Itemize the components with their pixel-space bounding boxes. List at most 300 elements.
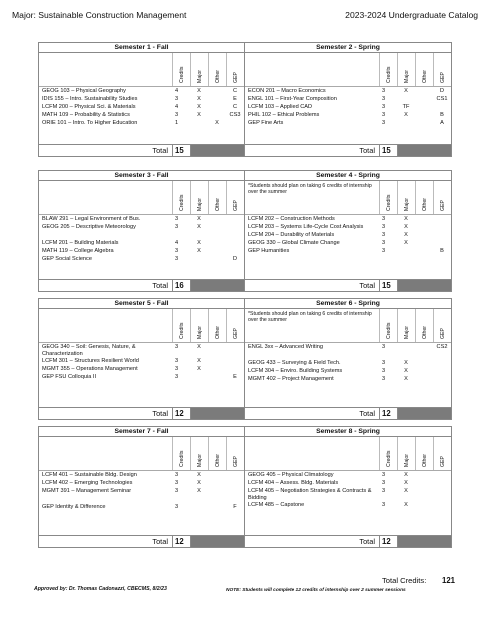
- col-gep-header: [433, 53, 451, 86]
- course-gep: A: [440, 119, 444, 126]
- course-gep: [226, 119, 244, 120]
- course-other: [415, 215, 433, 216]
- course-row: [245, 359, 451, 367]
- course-credits: 3: [175, 343, 179, 350]
- course-row: [39, 231, 244, 239]
- col-major-header: [190, 53, 208, 86]
- course-row: [39, 495, 244, 503]
- course-gep: C: [232, 103, 238, 110]
- course-credits: [172, 495, 190, 496]
- course-other: [415, 247, 433, 248]
- total-shaded-cell: [397, 408, 451, 419]
- col-other-header: [415, 53, 433, 86]
- semester-right-column: [245, 309, 451, 419]
- course-credits: 3: [175, 487, 179, 494]
- course-other: [415, 375, 433, 376]
- internship-hint: [39, 181, 172, 214]
- course-name: ECON 201 – Macro Economics: [248, 87, 326, 94]
- course-gep: [433, 103, 451, 104]
- internship-hint: *Students should plan on taking 6 credits of internship over the summer: [248, 311, 372, 324]
- course-gep: [433, 215, 451, 216]
- course-name: GEP Fine Arts: [248, 119, 284, 126]
- course-credits: 3: [175, 247, 179, 254]
- col-credits-header: [379, 437, 397, 470]
- total-credits-value: 121: [442, 576, 456, 585]
- semester-right-column: [245, 53, 451, 156]
- course-credits: 3: [382, 487, 386, 494]
- course-credits: 3: [382, 367, 386, 374]
- course-major: X: [197, 95, 201, 102]
- course-major: X: [404, 239, 408, 246]
- course-name: MATH 119 – College Algebra: [42, 247, 114, 254]
- course-gep: [433, 367, 451, 368]
- course-major: X: [197, 487, 201, 494]
- course-other: [208, 495, 226, 496]
- course-credits: 3: [175, 111, 179, 118]
- semester-total-row: [39, 279, 244, 291]
- course-major: X: [404, 479, 408, 486]
- course-name: LCFM 202 – Construction Methods: [248, 215, 335, 222]
- course-major: X: [197, 358, 201, 364]
- col-major-header: [397, 53, 415, 86]
- course-major: X: [404, 367, 408, 374]
- semester-block: [38, 426, 452, 548]
- course-gep: [433, 471, 451, 472]
- semester-body: [39, 181, 451, 291]
- course-credits: 3: [175, 374, 179, 380]
- col-gep-header: [433, 181, 451, 214]
- col-other-header: [415, 181, 433, 214]
- course-row: [39, 223, 244, 231]
- course-gep: D: [439, 87, 445, 94]
- col-gep-header: [226, 309, 244, 342]
- course-row: [245, 343, 451, 351]
- course-row: [39, 103, 244, 111]
- course-credits: 3: [175, 471, 179, 478]
- course-major: [397, 247, 415, 248]
- course-name: MGMT 355 – Operations Management: [42, 366, 138, 372]
- course-gep: [226, 479, 244, 480]
- course-major: X: [404, 111, 408, 118]
- internship-hint: *Students should plan on taking 6 credits of internship over the summer: [248, 183, 372, 196]
- total-shaded-cell: [397, 280, 451, 291]
- col-other-label: Other: [421, 454, 428, 467]
- course-name: PHIL 102 – Ethical Problems: [248, 111, 320, 118]
- semester-body: [39, 309, 451, 419]
- course-other: [415, 359, 433, 360]
- total-label: Total: [359, 537, 375, 546]
- course-name: LCFM 201 – Building Materials: [42, 239, 119, 246]
- semester-title: Semester 6 - Spring: [316, 300, 380, 307]
- total-value: 16: [172, 280, 190, 291]
- course-row: [39, 358, 244, 366]
- course-row: [39, 119, 244, 127]
- internship-hint: [245, 437, 379, 470]
- course-row: [39, 111, 244, 119]
- course-major: [397, 343, 415, 344]
- col-credits-header: [379, 181, 397, 214]
- course-credits: 1: [175, 119, 179, 126]
- course-other: [415, 119, 433, 120]
- course-major: [397, 351, 415, 352]
- col-major-header: [190, 309, 208, 342]
- course-credits: 3: [382, 223, 386, 230]
- col-gep-header: [226, 53, 244, 86]
- course-gep: CS2: [436, 343, 448, 350]
- course-list: [39, 215, 244, 279]
- course-row: [245, 375, 451, 383]
- course-row: [39, 479, 244, 487]
- course-other: [208, 111, 226, 112]
- semester-header-row: [39, 299, 451, 309]
- col-gep-label: GEP: [439, 200, 446, 211]
- column-header: [39, 53, 244, 87]
- course-name: LCFM 200 – Physical Sci. & Materials: [42, 103, 136, 110]
- course-name: LCFM 301 – Structures Resilient World: [42, 358, 139, 364]
- course-gep: E: [233, 95, 237, 102]
- course-name: ORIE 101 – Intro. To Higher Education: [42, 119, 138, 126]
- course-row: [245, 231, 451, 239]
- column-header: [245, 53, 451, 87]
- course-credits: 4: [175, 103, 179, 110]
- course-major: [190, 231, 208, 232]
- col-major-label: Major: [196, 454, 203, 467]
- col-other-label: Other: [214, 326, 221, 339]
- course-row: [39, 487, 244, 495]
- course-major: X: [197, 239, 201, 246]
- course-credits: 3: [382, 231, 386, 238]
- course-row: [39, 374, 244, 382]
- semester-header-row: [39, 43, 451, 53]
- course-row: [245, 247, 451, 255]
- course-other: X: [215, 119, 219, 126]
- course-credits: 3: [382, 471, 386, 478]
- course-gep: [433, 351, 451, 352]
- course-row: [39, 95, 244, 103]
- course-row: [245, 479, 451, 487]
- course-name: LCFM 402 – Emerging Technologies: [42, 479, 133, 486]
- course-name: LCFM 404 – Assess. Bldg. Materials: [248, 479, 339, 486]
- course-major: X: [197, 343, 201, 350]
- total-label: Total: [152, 146, 168, 155]
- course-other: [415, 103, 433, 104]
- course-list: [245, 471, 451, 535]
- course-row: [39, 366, 244, 374]
- col-credits-label: Credits: [178, 450, 185, 467]
- col-credits-header: [379, 309, 397, 342]
- course-major: X: [404, 375, 408, 382]
- col-other-label: Other: [214, 454, 221, 467]
- semester-total-row: [245, 144, 451, 156]
- semester-total-row: [39, 407, 244, 419]
- col-credits-label: Credits: [385, 450, 392, 467]
- course-row: [39, 247, 244, 255]
- semester-right-column: [245, 437, 451, 547]
- course-credits: 3: [175, 358, 179, 364]
- course-name: LCFM 405 – Negotiation Strategies & Contracts & Bidding: [248, 487, 372, 501]
- semester-left-column: [39, 437, 245, 547]
- col-credits-label: Credits: [385, 66, 392, 83]
- internship-note: NOTE: Students will complete 12 credits of internship over 2 summer sessions: [226, 588, 406, 593]
- course-gep: [433, 487, 451, 488]
- course-name: LCFM 401 – Sustainable Bldg. Design: [42, 471, 137, 478]
- course-gep: D: [232, 255, 238, 262]
- course-credits: 3: [382, 111, 386, 118]
- course-gep: [226, 223, 244, 224]
- course-name: LCFM 203 – Systems Life-Cycle Cost Analysis: [248, 223, 364, 230]
- course-name: [245, 351, 379, 352]
- course-credits: 3: [382, 119, 386, 126]
- course-name: GEP Identity & Difference: [42, 503, 106, 510]
- course-list: [39, 343, 244, 407]
- course-gep: [433, 502, 451, 503]
- course-row: [39, 215, 244, 223]
- course-row: [39, 343, 244, 358]
- course-other: [415, 479, 433, 480]
- course-major: X: [197, 247, 201, 254]
- col-major-header: [190, 437, 208, 470]
- course-gep: [226, 215, 244, 216]
- column-header: [245, 181, 451, 215]
- course-credits: [379, 351, 397, 352]
- column-header: [39, 181, 244, 215]
- col-gep-label: GEP: [232, 328, 239, 339]
- course-credits: [172, 231, 190, 232]
- course-row: [245, 351, 451, 359]
- course-major: X: [197, 223, 201, 230]
- course-major: X: [197, 215, 201, 222]
- semester-title: Semester 4 - Spring: [316, 172, 380, 179]
- col-major-header: [397, 437, 415, 470]
- course-gep: [226, 471, 244, 472]
- total-label: Total: [359, 146, 375, 155]
- course-major: X: [404, 502, 408, 508]
- course-credits: 4: [175, 239, 179, 246]
- course-row: [245, 471, 451, 479]
- course-name: GEOG 433 – Surveying & Field Tech.: [248, 359, 341, 366]
- course-gep: [433, 239, 451, 240]
- course-other: [415, 351, 433, 352]
- course-name: MATH 109 – Probability & Statistics: [42, 111, 130, 118]
- course-name: LCFM 204 – Durability of Materials: [248, 231, 335, 238]
- course-list: [245, 343, 451, 407]
- course-credits: 3: [175, 366, 179, 372]
- course-major: [190, 255, 208, 256]
- col-credits-label: Credits: [178, 194, 185, 211]
- total-value: 12: [379, 408, 397, 419]
- course-major: X: [197, 103, 201, 110]
- course-row: [245, 215, 451, 223]
- course-gep: E: [233, 374, 237, 380]
- total-label: Total: [359, 281, 375, 290]
- course-other: [415, 95, 433, 96]
- course-major: [190, 495, 208, 496]
- course-major: X: [404, 223, 408, 230]
- semester-title: Semester 7 - Fall: [39, 427, 245, 436]
- course-major: X: [404, 215, 408, 222]
- course-gep: B: [440, 247, 444, 254]
- course-name: GEP FSU Colloquia II: [42, 374, 96, 380]
- course-name: LCFM 304 – Enviro. Building Systems: [248, 367, 343, 374]
- course-other: [208, 358, 226, 359]
- course-row: [245, 95, 451, 103]
- course-gep: [226, 231, 244, 232]
- semester-total-row: [245, 535, 451, 547]
- course-gep: [226, 343, 244, 344]
- internship-hint: [39, 309, 172, 342]
- col-major-header: [397, 309, 415, 342]
- course-row: [245, 87, 451, 95]
- course-name: GEP Humanities: [248, 247, 290, 254]
- semester-total-row: [39, 144, 244, 156]
- course-other: [415, 367, 433, 368]
- course-other: [208, 223, 226, 224]
- course-name: LCFM 103 – Applied CAD: [248, 103, 313, 110]
- col-major-label: Major: [403, 70, 410, 83]
- course-name: LCFM 485 – Capstone: [248, 502, 305, 508]
- total-value: 12: [172, 536, 190, 547]
- approval-line: Approved by: Dr. Thomas Cadonazzi, CBECMS, 8/2/23: [34, 586, 167, 592]
- semester-total-row: [245, 279, 451, 291]
- col-major-label: Major: [196, 326, 203, 339]
- col-major-label: Major: [403, 326, 410, 339]
- course-major: [397, 119, 415, 120]
- course-credits: 3: [382, 359, 386, 366]
- course-credits: 3: [382, 239, 386, 246]
- col-other-header: [208, 437, 226, 470]
- course-list: [245, 215, 451, 279]
- semester-left-column: [39, 53, 245, 156]
- semester-right-column: [245, 181, 451, 291]
- col-credits-header: [172, 309, 190, 342]
- total-value: 12: [379, 536, 397, 547]
- semester-block: [38, 170, 452, 292]
- course-other: [208, 255, 226, 256]
- col-major-header: [397, 181, 415, 214]
- course-row: [39, 255, 244, 263]
- course-name: MGMT 391 – Management Seminar: [42, 487, 132, 494]
- col-other-header: [415, 437, 433, 470]
- course-name: [39, 495, 172, 496]
- col-credits-header: [172, 181, 190, 214]
- course-credits: 3: [175, 479, 179, 486]
- internship-hint: [39, 53, 172, 86]
- course-major: X: [404, 231, 408, 238]
- course-major: TF: [402, 103, 410, 110]
- course-credits: 3: [175, 223, 179, 230]
- total-shaded-cell: [397, 536, 451, 547]
- course-credits: 3: [382, 103, 386, 110]
- course-other: [415, 471, 433, 472]
- catalog-title: 2023-2024 Undergraduate Catalog: [345, 10, 478, 20]
- course-row: [245, 487, 451, 502]
- total-label: Total: [152, 281, 168, 290]
- course-major: [190, 503, 208, 504]
- course-major: [397, 95, 415, 96]
- course-other: [415, 343, 433, 344]
- course-other: [208, 471, 226, 472]
- col-major-label: Major: [196, 198, 203, 211]
- course-row: [245, 367, 451, 375]
- course-credits: 3: [175, 503, 179, 510]
- course-name: GEOG 330 – Global Climate Change: [248, 239, 340, 246]
- course-credits: 3: [175, 215, 179, 222]
- course-gep: [433, 231, 451, 232]
- course-row: [245, 103, 451, 111]
- course-major: X: [197, 471, 201, 478]
- course-other: [208, 366, 226, 367]
- col-gep-header: [226, 181, 244, 214]
- course-name: MGMT 402 – Project Management: [248, 375, 334, 382]
- course-major: X: [197, 479, 201, 486]
- course-other: [208, 239, 226, 240]
- course-credits: 3: [382, 247, 386, 254]
- course-name: GEOG 103 – Physical Geography: [42, 87, 126, 94]
- course-credits: 3: [382, 215, 386, 222]
- course-gep: CS3: [229, 111, 241, 118]
- course-row: [245, 223, 451, 231]
- internship-hint: [39, 437, 172, 470]
- course-name: GEOG 340 – Soil: Genesis, Nature, & Characterization: [42, 343, 136, 357]
- total-shaded-cell: [190, 408, 244, 419]
- course-gep: [226, 247, 244, 248]
- course-other: [415, 231, 433, 232]
- course-row: [245, 111, 451, 119]
- col-credits-label: Credits: [178, 66, 185, 83]
- semester-total-row: [39, 535, 244, 547]
- semester-left-column: [39, 181, 245, 291]
- course-row: [245, 239, 451, 247]
- col-other-label: Other: [421, 70, 428, 83]
- col-gep-label: GEP: [232, 456, 239, 467]
- course-name: GEOG 205 – Descriptive Meteorology: [42, 223, 136, 230]
- col-credits-label: Credits: [385, 194, 392, 211]
- course-other: [208, 95, 226, 96]
- course-other: [208, 215, 226, 216]
- course-credits: 3: [175, 95, 179, 102]
- course-gep: C: [232, 87, 238, 94]
- course-row: [39, 471, 244, 479]
- course-other: [208, 103, 226, 104]
- course-name: [39, 231, 172, 232]
- semester-title: Semester 3 - Fall: [39, 171, 245, 180]
- semester-title: Semester 2 - Spring: [316, 44, 380, 51]
- col-gep-label: GEP: [232, 72, 239, 83]
- col-gep-label: GEP: [232, 200, 239, 211]
- semester-block: [38, 298, 452, 420]
- course-gep: [433, 479, 451, 480]
- course-name: ENGL 3xx – Advanced Writing: [248, 343, 323, 350]
- semester-header-row: [39, 427, 451, 437]
- course-row: [39, 503, 244, 511]
- total-label: Total: [359, 409, 375, 418]
- course-list: [39, 87, 244, 144]
- col-major-label: Major: [196, 70, 203, 83]
- col-gep-header: [433, 309, 451, 342]
- course-credits: 4: [175, 87, 179, 94]
- semester-left-column: [39, 309, 245, 419]
- course-credits: 3: [382, 502, 386, 508]
- course-other: [208, 374, 226, 375]
- semester-title: Semester 8 - Spring: [316, 428, 380, 435]
- column-header: [39, 437, 244, 471]
- col-gep-header: [226, 437, 244, 470]
- total-label: Total: [152, 409, 168, 418]
- col-gep-label: GEP: [439, 328, 446, 339]
- course-major: X: [197, 87, 201, 94]
- course-major: X: [197, 366, 201, 372]
- course-row: [245, 502, 451, 510]
